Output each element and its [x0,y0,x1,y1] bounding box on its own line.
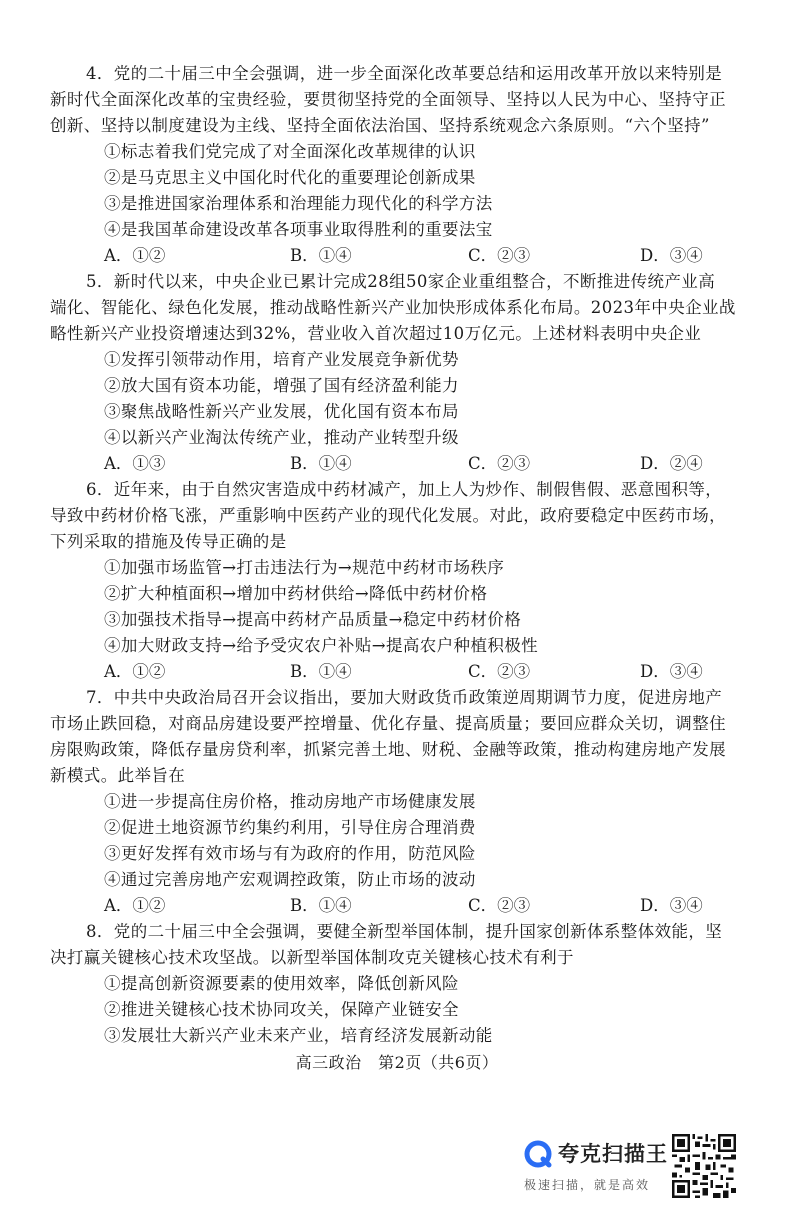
page-footer: 高三政治 第2页（共6页） [295,1053,499,1072]
option-c[interactable]: C．②③ [468,454,531,473]
question-6-line-1: 6．近年来，由于自然灾害造成中药材减产，加上人为炒作、制假售假、恶意囤积等， [86,480,723,499]
question-5-statement-4: ④以新兴产业淘汰传统产业，推动产业转型升级 [104,428,459,447]
question-6-statement-4: ④加大财政支持→给予受灾农户补贴→提高农户种植积极性 [104,636,539,655]
qr-code-icon [672,1134,736,1198]
question-5-statement-1: ①发挥引领带动作用，培育产业发展竞争新优势 [104,350,459,369]
question-5-statement-2: ②放大国有资本功能，增强了国有经济盈利能力 [104,376,459,395]
question-4-options [104,244,724,268]
option-d[interactable]: D．③④ [640,896,703,915]
question-6-statement-1: ①加强市场监管→打击违法行为→规范中药材市场秩序 [104,558,505,577]
question-5-line-3: 略性新兴产业投资增速达到32%，营业收入首次超过10万亿元。上述材料表明中央企业 [50,324,702,343]
question-4-statement-2: ②是马克思主义中国化时代化的重要理论创新成果 [104,168,476,187]
brand-slogan: 极速扫描，就是高效 [524,1178,651,1192]
question-7-line-2: 市场止跌回稳，对商品房建设要严控增量、优化存量、提高质量；要回应群众关切，调整住 [50,714,726,733]
option-a[interactable]: A．①② [104,896,166,915]
option-d[interactable]: D．③④ [640,246,703,265]
question-4-line-1: 4．党的二十届三中全会强调，进一步全面深化改革要总结和运用改革开放以来特别是 [86,64,723,83]
question-7-statement-4: ④通过完善房地产宏观调控政策，防止市场的波动 [104,870,476,889]
question-7-statement-1: ①进一步提高住房价格，推动房地产市场健康发展 [104,792,476,811]
question-6-line-3: 下列采取的措施及传导正确的是 [50,532,287,551]
option-d[interactable]: D．③④ [640,662,703,681]
question-4-statement-1: ①标志着我们党完成了对全面深化改革规律的认识 [104,142,476,161]
quark-logo-icon [524,1140,552,1168]
question-8-statement-1: ①提高创新资源要素的使用效率，降低创新风险 [104,974,459,993]
question-5-options [104,452,724,476]
question-8-line-2: 决打赢关键核心技术攻坚战。以新型举国体制攻克关键核心技术有利于 [50,948,574,967]
question-5-line-2: 端化、智能化、绿色化发展，推动战略性新兴产业加快形成体系化布局。2023年中央企业战 [50,298,736,317]
question-8-statement-3: ③发展壮大新兴产业未来产业，培育经济发展新动能 [104,1026,493,1045]
question-7-line-3: 房限购政策，降低存量房贷利率，抓紧完善土地、财税、金融等政策，推动构建房地产发展 [50,740,726,759]
question-8-line-1: 8．党的二十届三中全会强调，要健全新型举国体制，提升国家创新体系整体效能，坚 [86,922,723,941]
option-b[interactable]: B．①④ [290,662,352,681]
scanner-brand [524,1136,674,1196]
brand-name: 夸克扫描王 [558,1142,668,1166]
option-a[interactable]: A．①② [104,662,166,681]
question-6-line-2: 导致中药材价格飞涨，严重影响中医药产业的现代化发展。对此，政府要稳定中医药市场， [50,506,726,525]
option-b[interactable]: B．①④ [290,454,352,473]
question-7-line-1: 7．中共中央政治局召开会议指出，要加大财政货币政策逆周期调节力度，促进房地产 [86,688,723,707]
option-b[interactable]: B．①④ [290,246,352,265]
question-6-statement-2: ②扩大种植面积→增加中药材供给→降低中药材价格 [104,584,488,603]
question-4-statement-3: ③是推进国家治理体系和治理能力现代化的科学方法 [104,194,493,213]
option-d[interactable]: D．②④ [640,454,703,473]
question-7-options [104,894,724,918]
question-7-statement-3: ③更好发挥有效市场与有为政府的作用，防范风险 [104,844,476,863]
question-6-options [104,660,724,684]
question-7-statement-2: ②促进土地资源节约集约利用，引导住房合理消费 [104,818,476,837]
option-c[interactable]: C．②③ [468,246,531,265]
option-c[interactable]: C．②③ [468,662,531,681]
question-8-statement-2: ②推进关键核心技术协同攻关，保障产业链安全 [104,1000,459,1019]
question-7-line-4: 新模式。此举旨在 [50,766,186,785]
option-c[interactable]: C．②③ [468,896,531,915]
question-4-line-2: 新时代全面深化改革的宝贵经验，要贯彻坚持党的全面领导、坚持以人民为中心、坚持守正 [50,90,726,109]
option-a[interactable]: A．①③ [104,454,166,473]
question-5-line-1: 5．新时代以来，中央企业已累计完成28组50家企业重组整合，不断推进传统产业高 [86,272,716,291]
question-4-line-3: 创新、坚持以制度建设为主线、坚持全面依法治国、坚持系统观念六条原则。“六个坚持” [50,116,710,135]
question-5-statement-3: ③聚焦战略性新兴产业发展，优化国有资本布局 [104,402,459,421]
question-6-statement-3: ③加强技术指导→提高中药材产品质量→稳定中药材价格 [104,610,522,629]
option-a[interactable]: A．①② [104,246,166,265]
question-4-statement-4: ④是我国革命建设改革各项事业取得胜利的重要法宝 [104,220,493,239]
option-b[interactable]: B．①④ [290,896,352,915]
